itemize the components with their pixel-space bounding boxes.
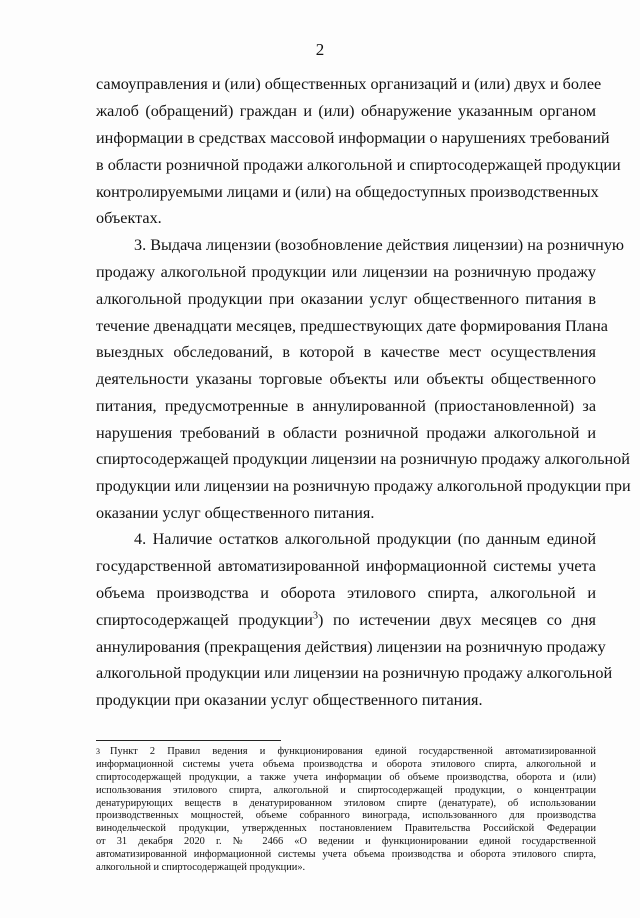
text-line: контролируемыми лицами и (или) на общедоступных производственных	[96, 183, 599, 201]
text-line: самоуправления и (или) общественных организаций и (или) двух и более	[96, 75, 602, 93]
paragraph-3-start: 3. Выдача лицензии (возобновление действия лицензии) на розничную	[134, 236, 625, 254]
text-line-with-footnote	[96, 610, 596, 630]
text-line: течение двенадцати месяцев, предшествующих дате формирования Плана	[96, 317, 608, 335]
text-line: в области розничной продажи алкогольной и спиртосодержащей продукции	[96, 156, 621, 174]
text-line: оказании услуг общественного питания.	[96, 504, 375, 522]
paragraph-4-start: 4. Наличие остатков алкогольной продукции (по данным единой	[134, 530, 596, 548]
text-line: спиртосодержащей продукции лицензии на розничную продажу алкогольной	[96, 450, 630, 468]
footnote-reference[interactable]: 3	[312, 610, 318, 622]
footnote-line: Пункт 2 Правил ведения и функционирования единой государственной автоматизированной	[110, 746, 596, 757]
footnote-line: автоматизированной информационной системы учета объема производства и оборота этилового спирта,	[96, 849, 596, 860]
footnote-divider	[96, 740, 281, 741]
footnote-line: использования этилового спирта, алкогольной и спиртосодержащей продукции, о концентрации	[96, 785, 596, 796]
text-line: объектах.	[96, 209, 162, 227]
footnote-line: информационной системы учета объема производства и оборота этилового спирта, алкогольной и	[96, 759, 596, 770]
text-segment: спиртосодержащей продукции	[96, 611, 313, 629]
footnote-line: от 31 декабря 2020 г. № 2466 «О ведении и функционировании единой государственной	[96, 836, 596, 847]
text-line: государственной автоматизированной информационной системы учета	[96, 557, 596, 575]
text-line: алкогольной продукции или лицензии на розничную продажу алкогольной	[96, 664, 613, 682]
text-line: деятельности указаны торговые объекты или объекты общественного	[96, 370, 596, 388]
text-segment: )	[317, 611, 324, 629]
text-line: питания, предусмотренные в аннулированной (приостановленной) за	[96, 397, 596, 415]
footnote-mark: 3	[96, 747, 100, 756]
text-line: объема производства и оборота этилового спирта, алкогольной и	[96, 584, 596, 602]
text-line: нарушения требований в области розничной продажи алкогольной и	[96, 424, 596, 442]
text-line: алкогольной продукции при оказании услуг общественного питания в	[96, 290, 596, 308]
text-line: продукции или лицензии на розничную продажу алкогольной продукции при	[96, 477, 631, 495]
footnote-line: денатурирующих веществ в денатурированном этиловом спирте (денатурате), об использовании	[96, 798, 596, 809]
text-line: выездных обследований, в которой в качестве мест осуществления	[96, 343, 596, 361]
text-line: аннулирования (прекращения действия) лицензии на розничную продажу	[96, 638, 606, 656]
text-line: жалоб (обращений) граждан и (или) обнаружение указанным органом	[96, 102, 596, 120]
text-segment: по истечении двух месяцев со дня	[332, 611, 596, 629]
page-number: 2	[315, 40, 325, 59]
text-line: продукции при оказании услуг общественного питания.	[96, 691, 483, 709]
footnote-line: винодельческой продукции, утвержденных постановлением Правительства Российской Федерации	[96, 823, 596, 834]
text-line: информации в средствах массовой информации о нарушениях требований	[96, 129, 610, 147]
footnote-line: алкогольной и спиртосодержащей продукции».	[96, 862, 306, 873]
text-line: продажу алкогольной продукции или лицензии на розничную продажу	[96, 263, 596, 281]
footnote-line: спиртосодержащей продукции, а также учета информации об объеме производства, оборота и (или)	[96, 772, 596, 783]
footnote-line: производственных мощностей, объеме собранного винограда, использованного для производства	[96, 810, 596, 821]
